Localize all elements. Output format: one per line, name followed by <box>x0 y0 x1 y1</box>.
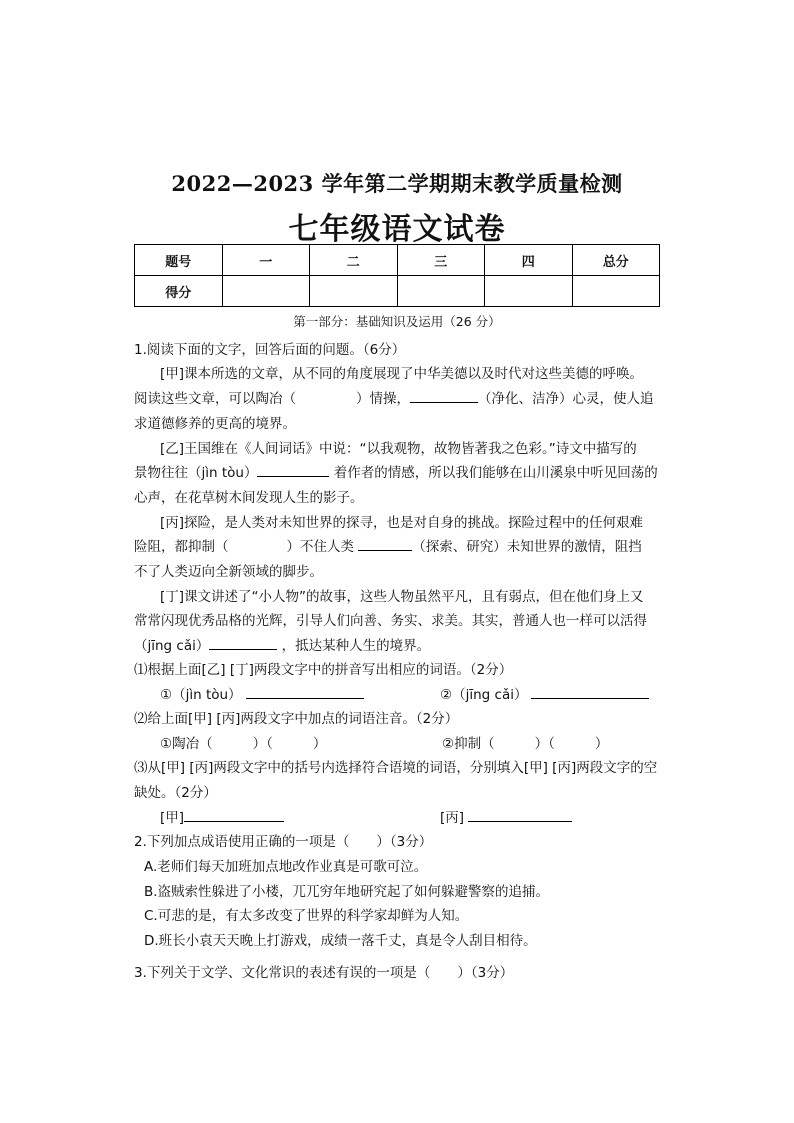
jia-blank[interactable] <box>410 390 478 403</box>
q2-option-d[interactable]: D.班长小袁天天晚上打游戏，成绩一落千丈，真是令人刮目相待。 <box>144 933 537 949</box>
q1-yi-line3: 心声，在花草树木间发现人生的影子。 <box>134 490 364 506</box>
score-row-label: 得分 <box>135 276 223 307</box>
score-cell[interactable] <box>485 276 573 307</box>
exam-title: 2022—2023 学年第二学期期末教学质量检测 <box>171 171 623 196</box>
score-header-cell: 总分 <box>572 245 660 276</box>
q1-ding-line1: [丁]课文讲述了“小人物”的故事，这些人物虽然平凡，且有弱点，但在他们身上又 <box>160 589 644 605</box>
section-heading: 第一部分：基础知识及运用（26 分） <box>293 314 501 329</box>
score-header-cell: 题号 <box>135 245 223 276</box>
q1-bing-line2 <box>134 535 642 555</box>
score-header-cell: 二 <box>310 245 398 276</box>
q1-yi-line2 <box>134 461 658 481</box>
q1-sub2-b: ②抑制（ ）（ ） <box>442 736 609 752</box>
q3-stem: 3.下列关于文学、文化常识的表述有误的一项是（ ）（3分） <box>134 965 514 981</box>
q1-sub3-line2: 缺处。（2分） <box>134 785 217 801</box>
q1-sub3-line1: ⑶从[甲] [丙]两段文字中的括号内选择符合语境的词语，分别填入[甲] [丙]两段文字的空 <box>134 760 658 776</box>
q1-sub2: ⑵给上面[甲] [丙]两段文字中加点的词语注音。（2分） <box>134 711 459 727</box>
q1-bing-text: （探索、研究）未知世界的激情，阻挡 <box>412 539 642 555</box>
q2-option-c[interactable]: C.可悲的是，有太多改变了世界的科学家却鲜为人知。 <box>144 908 469 924</box>
q1-sub3-a <box>160 806 284 826</box>
sub3-b-blank[interactable] <box>468 809 572 822</box>
score-cell[interactable] <box>572 276 660 307</box>
score-header-cell: 三 <box>397 245 485 276</box>
q1-bing-line1: [丙]探险，是人类对未知世界的探寻，也是对自身的挑战。探险过程中的任何艰难 <box>160 515 644 531</box>
q1-jia-text: （净化、洁净）心灵，使人追 <box>478 391 654 407</box>
sub1-a-label: ①（jìn tòu） <box>160 687 242 703</box>
q1-bing-text: 险阻，都抑制（ <box>134 539 229 555</box>
q1-bing-text: ）不住人类 <box>286 539 354 555</box>
score-cell[interactable] <box>397 276 485 307</box>
score-header-cell: 一 <box>222 245 310 276</box>
q2-stem: 2.下列加点成语使用正确的一项是（ ）（3分） <box>134 834 433 850</box>
sub1-b-label: ②（jīng cǎi） <box>440 687 528 703</box>
score-cell[interactable] <box>310 276 398 307</box>
q1-sub1-b <box>440 683 649 703</box>
q1-sub2-a: ①陶冶（ ）（ ） <box>160 736 327 752</box>
q1-ding-line2: 常常闪现优秀品格的光辉，引导人们向善、务实、求美。其实，普通人也一样可以活得 <box>134 613 647 629</box>
q1-yi-text: 景物往往（jìn tòu） <box>134 465 258 481</box>
q1-stem: 1.阅读下面的文字，回答后面的问题。（6分） <box>134 342 406 358</box>
q1-ding-text: （jīng cǎi） <box>134 638 210 654</box>
exam-subtitle: 七年级语文试卷 <box>288 212 506 247</box>
sub3-a-label: [甲] <box>160 810 185 826</box>
q1-sub3-b <box>440 806 572 826</box>
q1-jia-line1: [甲]课本所选的文章，从不同的角度展现了中华美德以及时代对这些美德的呼唤。 <box>160 366 644 382</box>
score-header-cell: 四 <box>485 245 573 276</box>
q1-ding-text: ，抵达某种人生的境界。 <box>281 638 431 654</box>
sub1-a-blank[interactable] <box>246 686 364 699</box>
q2-option-a[interactable]: A.老师们每天加班加点地改作业真是可歌可泣。 <box>144 859 428 875</box>
score-table-score-row <box>135 276 660 307</box>
q1-bing-line3: 不了人类迈向全新领域的脚步。 <box>134 564 323 580</box>
score-table-header-row <box>135 245 660 276</box>
yi-blank[interactable] <box>257 464 329 477</box>
q2-option-b[interactable]: B.盗贼索性躲进了小楼，兀兀穷年地研究起了如何躲避警察的追捕。 <box>144 884 550 900</box>
q1-jia-text: 阅读这些文章，可以陶冶（ <box>134 391 296 407</box>
score-cell[interactable] <box>222 276 310 307</box>
ding-blank[interactable] <box>209 637 277 650</box>
q1-jia-line3: 求道德修养的更高的境界。 <box>134 416 296 432</box>
score-table <box>134 244 660 307</box>
q1-jia-text: ）情操， <box>356 391 410 407</box>
q1-sub1-a <box>160 683 364 703</box>
sub3-a-blank[interactable] <box>184 809 284 822</box>
sub2-b-label: ②抑制（ <box>442 736 495 752</box>
q1-ding-line3 <box>134 634 430 654</box>
q1-sub1: ⑴根据上面[乙] [丁]两段文字中的拼音写出相应的词语。（2分） <box>134 662 513 678</box>
q1-yi-text: 着作者的情感，所以我们能够在山川溪泉中听见回荡的 <box>333 465 658 481</box>
sub2-a-label: ①陶冶（ <box>160 736 213 752</box>
bing-blank[interactable] <box>358 538 412 551</box>
sub1-b-blank[interactable] <box>531 686 649 699</box>
sub3-b-label: [丙] <box>440 810 465 826</box>
q1-yi-line1: [乙]王国维在《人间词话》中说：“以我观物，故物皆著我之色彩。”诗文中描写的 <box>160 441 637 457</box>
q1-jia-line2 <box>134 387 654 407</box>
